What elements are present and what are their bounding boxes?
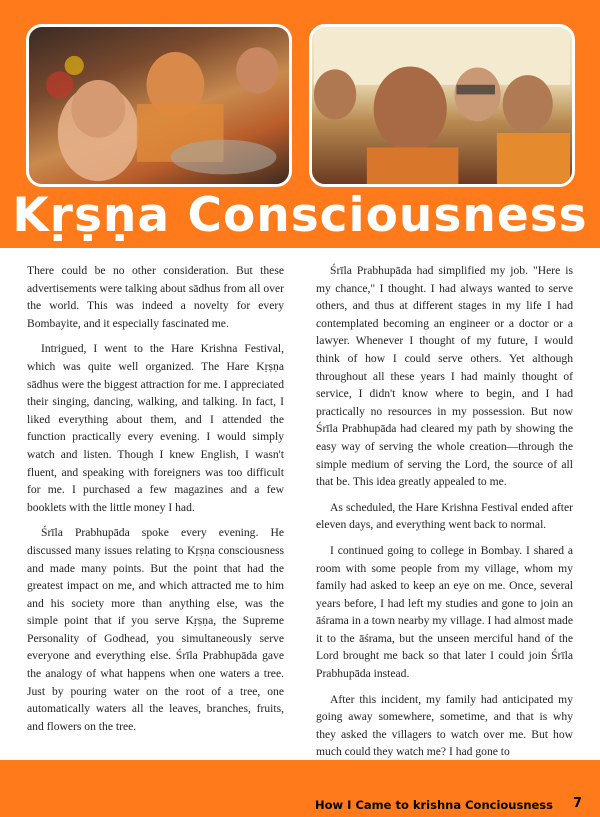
- paragraph: As scheduled, the Hare Krishna Festival ended after eleven days, and everything went back to normal.: [316, 500, 573, 532]
- right-column: [316, 262, 573, 769]
- footer-book-title: How I Came to krishna Conciousness: [315, 798, 553, 812]
- paragraph: I continued going to college in Bombay. I shared a room with some people from my village, whom my family had asked to keep an eye on me. Once, several years before, I had left my studies and gone to join an āśrama in a town nearby my village. I had almost made it to the āśrama, but the unseen merciful hand of the Lord brought me back so that later I could join Śrīla Prabhupāda instead.: [316, 543, 573, 681]
- page-number: 7: [572, 796, 582, 811]
- paragraph: Śrīla Prabhupāda spoke every evening. He discussed many issues relating to Kṛṣṇa consciousness and made many points. But the point that had the greatest impact on me, and which attracted me to him and his society more than anything else, was the simple point that if you serve Kṛṣṇa, the Supreme Personality of Godhead, you simultaneously serve everyone and everything else. Śrīla Prabhupāda gave the analogy of what happens when one waters a tree. Just by pouring water on the root of a tree, one automatically waters all the leaves, branches, fruits, and flowers on the tree.: [27, 526, 284, 733]
- paragraph: Śrīla Prabhupāda had simplified my job. "Here is my chance," I thought. I had always wanted to serve others, and thus at different stages in my life I had contemplated becoming an engineer or a doctor or a lawyer. Whenever I thought of my future, I would think of how I could serve others. Yet although throughout all these years I had mainly thought of service, I didn't know where to begin, and I had practically no resources in my possession. But now Śrīla Prabhupāda had cleared my path by showing the easy way of serving the whole creation—through the simple medium of serving the Lord, the source of all that be. This idea greatly appealed to me.: [316, 264, 573, 489]
- photo-prabhupada-devotees: [309, 24, 575, 187]
- page-title: Kṛṣṇa Consciousness: [12, 188, 588, 243]
- photo-left-illustration: [29, 27, 289, 184]
- paragraph: Intrigued, I went to the Hare Krishna Festival, which was quite well organized. The Hare Kṛṣṇa sādhus were the biggest attraction for me. I appreciated their singing, dancing, walking, and talking. In fact, I liked everything about them, and I attended the function practically every evening. I would simply watch and listen. Though I knew English, I wasn't fluent, and speaking with foreigners was too difficult for me. I purchased a few magazines and a few booklets with the little money I had.: [27, 342, 284, 514]
- photo-right-illustration: [312, 27, 572, 184]
- photo-prabhupada-feast: [26, 24, 292, 187]
- paragraph: There could be no other consideration. But these advertisements were talking about sādhus from all over the world. This was indeed a novelty for every Bombayite, and it especially fascinated me.: [27, 264, 284, 330]
- left-column: [27, 262, 284, 743]
- paragraph: After this incident, my family had anticipated my going away somewhere, sometime, and that is why they asked the villagers to watch over me. But how much could they watch me? I had gone to: [316, 692, 573, 759]
